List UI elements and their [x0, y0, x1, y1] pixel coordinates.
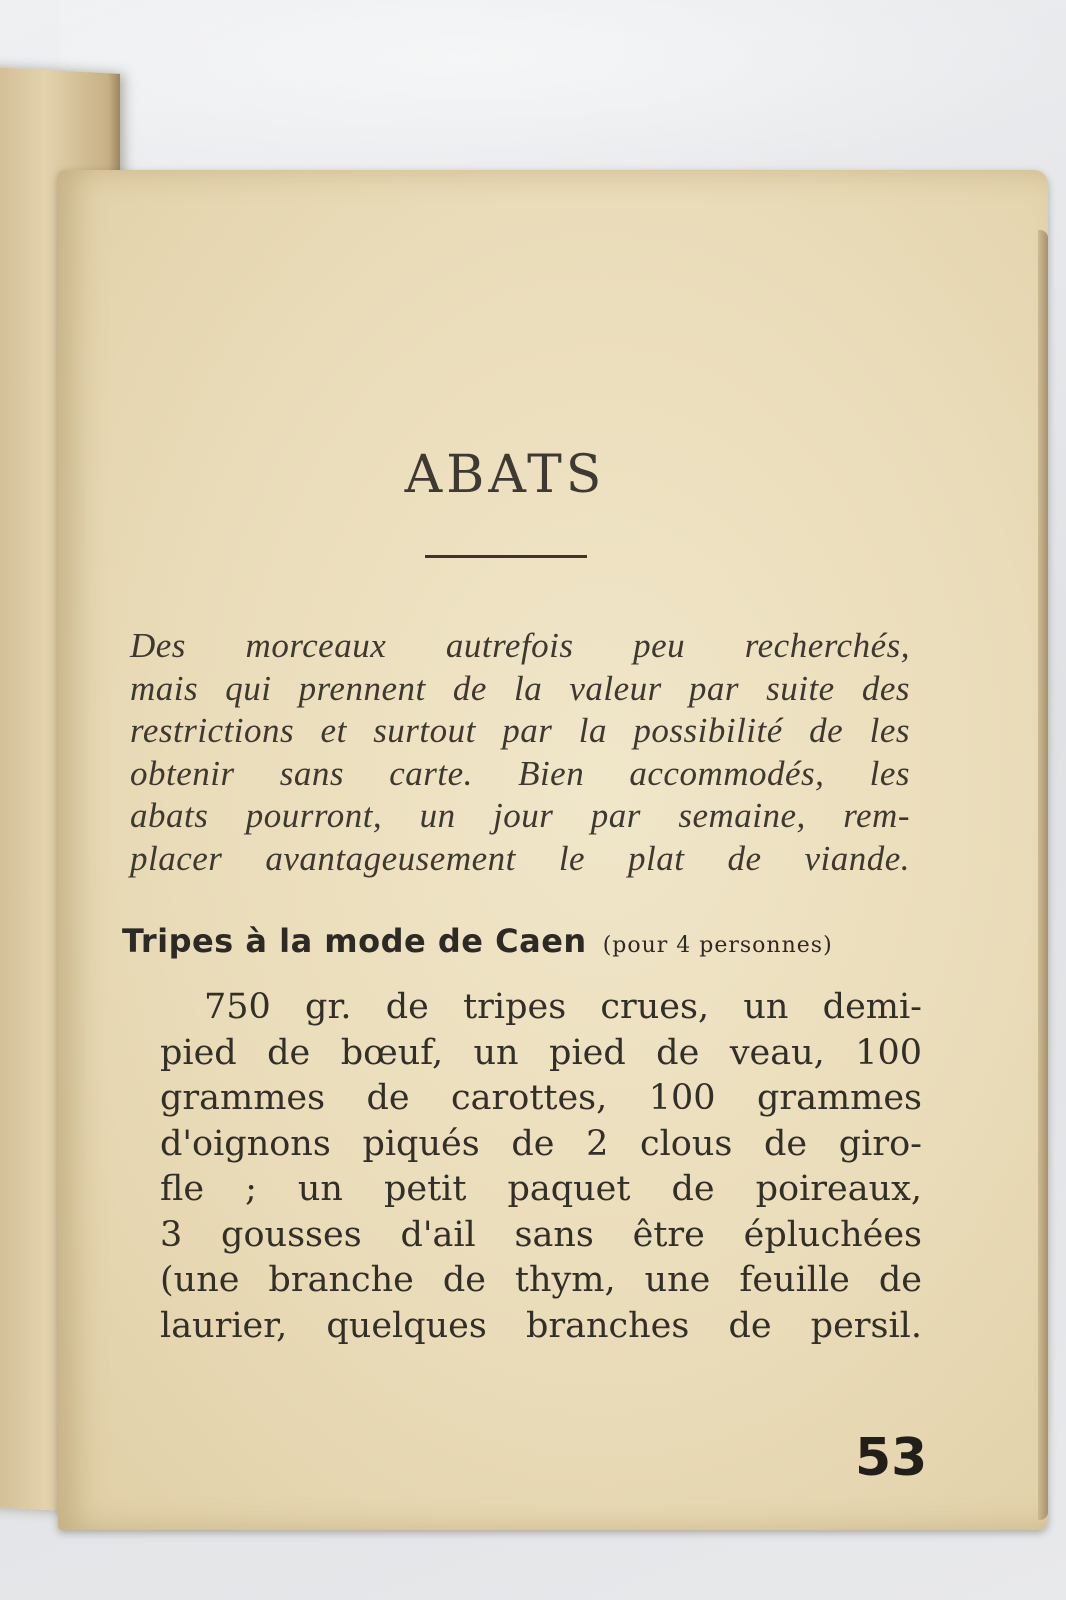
page-stack-edge [1038, 230, 1048, 1520]
intro-paragraph [130, 625, 910, 880]
intro-line: mais qui prennent de la valeur par suite des [130, 668, 910, 708]
intro-line: restrictions et surtout par la possibilité de les [130, 711, 910, 750]
ingredient-line: grammes de carottes, 100 grammes [160, 1078, 922, 1118]
ingredient-line: d'oignons piqués de 2 clous de giro- [160, 1123, 922, 1164]
ingredient-line: fle ; un petit paquet de poireaux, [160, 1169, 922, 1209]
recipe-heading [122, 922, 922, 960]
ingredient-line: pied de bœuf, un pied de veau, 100 [160, 1032, 922, 1073]
ingredient-line: 750 gr. de tripes crues, un demi- [204, 987, 922, 1027]
chapter-title: ABATS [404, 445, 606, 505]
background-cloth [60, 0, 1066, 190]
intro-line: placer avantageusement le plat de viande. [130, 838, 910, 878]
ingredient-line: laurier, quelques branches de persil. [160, 1305, 922, 1346]
intro-line: abats pourront, un jour par semaine, rem- [130, 796, 910, 835]
intro-line: obtenir sans carte. Bien accommodés, les [130, 753, 910, 793]
ingredients-paragraph [160, 985, 922, 1349]
title-rule [425, 555, 587, 558]
intro-line: Des morceaux autrefois peu recherchés, [130, 626, 910, 665]
ingredient-line: (une branche de thym, une feuille de [160, 1260, 922, 1300]
ingredient-line: 3 gousses d'ail sans être épluchées [160, 1214, 922, 1255]
page-number: 53 [855, 1428, 928, 1488]
recipe-serves: (pour 4 personnes) [602, 933, 833, 958]
recipe-name: Tripes à la mode de Caen [122, 922, 587, 960]
